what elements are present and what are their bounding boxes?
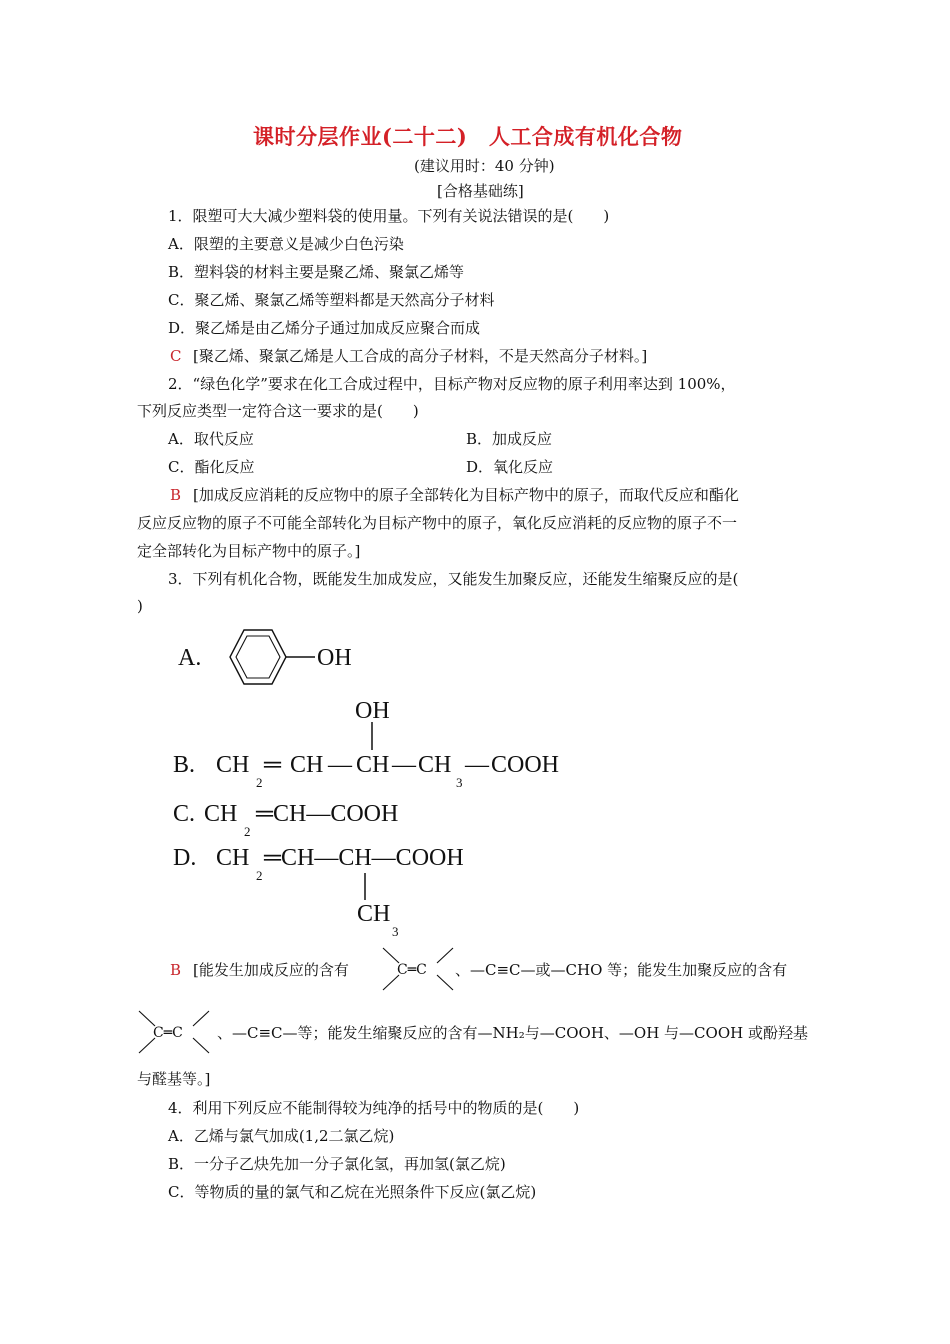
q3-option-b-label: B. xyxy=(173,752,196,778)
q3-option-c-sub2: 2 xyxy=(244,824,251,839)
q4-option-a: A．乙烯与氯气加成(1,2二氯乙烷) xyxy=(168,1127,395,1145)
q3-option-b-ch2: CH xyxy=(216,752,250,778)
q4-stem: 4．利用下列反应不能制得较为纯净的括号中的物质的是( ) xyxy=(168,1099,580,1117)
q4-option-b: B．一分子乙炔先加一分子氯化氢，再加氢(氯乙烷) xyxy=(168,1155,506,1173)
q3-answer-line1-a: [能发生加成反应的含有 xyxy=(193,961,349,979)
q3-option-b-bond3: — xyxy=(465,752,489,778)
q3-option-d-label: D. xyxy=(173,845,197,871)
q3-option-d-ch2: CH xyxy=(216,845,250,871)
q3-option-b-cooh: COOH xyxy=(491,752,560,778)
q1-option-c: C．聚乙烯、聚氯乙烯等塑料都是天然高分子材料 xyxy=(168,291,495,309)
q1-option-d: D．聚乙烯是由乙烯分子通过加成反应聚合而成 xyxy=(168,319,481,337)
q3-answer-line3: 与醛基等。] xyxy=(137,1070,211,1088)
q3-option-b-ch3: CH xyxy=(418,752,452,778)
q2-answer-line1: [加成反应消耗的反应物中的原子全部转化为目标产物中的原子，而取代反应和酯化 xyxy=(193,486,739,504)
q1-option-b: B．塑料袋的材料主要是聚乙烯、聚氯乙烯等 xyxy=(168,263,465,281)
q3-option-b-ch-oh: CH xyxy=(356,752,390,778)
q2-answer-line3: 定全部转化为目标产物中的原子。] xyxy=(137,542,361,560)
q3-stem-line2: ) xyxy=(137,597,143,615)
page-title: 课时分层作业(二十二) 人工合成有机化合物 xyxy=(253,124,683,149)
q3-option-b-oh: OH xyxy=(355,698,390,724)
section-heading: [合格基础练] xyxy=(437,182,524,200)
q3-answer-line1-b: 、—C≡C—或—CHO 等；能发生加聚反应的含有 xyxy=(455,961,788,979)
q3-option-d-sub3: 3 xyxy=(392,924,399,939)
q3-option-a-group: OH xyxy=(317,645,352,671)
q2-option-a: A．取代反应 xyxy=(168,430,254,448)
q2-option-b: B．加成反应 xyxy=(466,430,553,448)
q3-option-c-ch2: CH xyxy=(204,801,238,827)
q3-option-b-bond1: — xyxy=(328,752,352,778)
q3-option-c-rest: ═CH—COOH xyxy=(256,801,399,827)
q3-stem-line1: 3．下列有机化合物，既能发生加成发应，又能发生加聚反应，还能发生缩聚反应的是( xyxy=(168,570,739,588)
q3-option-b-ch: CH xyxy=(290,752,324,778)
q3-option-b-bond2: — xyxy=(392,752,416,778)
time-note: (建议用时：40 分钟) xyxy=(414,157,555,175)
alkene-label-1: C═C xyxy=(397,962,427,978)
q4-option-c: C．等物质的量的氯气和乙烷在光照条件下反应(氯乙烷) xyxy=(168,1183,537,1201)
q2-option-d: D．氧化反应 xyxy=(466,458,554,476)
q2-answer-line2: 反应反应物的原子不可能全部转化为目标产物中的原子，氧化反应消耗的反应物的原子不一 xyxy=(137,514,738,532)
q3-option-d-rest: ═CH—CH—COOH xyxy=(264,845,464,871)
q3-option-d-sub2: 2 xyxy=(256,868,263,883)
q2-stem-line2: 下列反应类型一定符合这一要求的是( ) xyxy=(137,402,419,420)
q1-stem: 1．限塑可大大减少塑料袋的使用量。下列有关说法错误的是( ) xyxy=(168,207,610,225)
q3-option-b-sub2: 2 xyxy=(256,775,263,790)
alkene-label-2: C═C xyxy=(153,1025,183,1041)
q1-answer-letter: C xyxy=(170,347,182,365)
benzene-ring-icon xyxy=(225,628,295,688)
q2-answer-letter: B xyxy=(170,486,182,504)
q3-option-d-ch3: CH xyxy=(357,901,391,927)
q3-option-b-bond-vertical xyxy=(370,722,374,752)
q3-option-c-label: C. xyxy=(173,801,196,827)
q1-answer-text: [聚乙烯、聚氯乙烯是人工合成的高分子材料，不是天然高分子材料。] xyxy=(193,347,648,365)
q3-option-b-double-bond: ═ xyxy=(264,752,282,778)
q3-answer-line2: 、—C≡C—等；能发生缩聚反应的含有—NH₂与—COOH、—OH 与—COOH 或酚羟基 xyxy=(217,1024,808,1042)
q1-option-a: A．限塑的主要意义是减少白色污染 xyxy=(168,235,404,253)
q2-option-c: C．酯化反应 xyxy=(168,458,255,476)
q3-answer-letter: B xyxy=(170,961,182,979)
q2-stem-line1: 2．“绿色化学”要求在化工合成过程中，目标产物对反应物的原子利用率达到 100%， xyxy=(168,375,736,393)
q3-option-a-label: A. xyxy=(178,645,202,671)
q3-option-b-sub3: 3 xyxy=(456,775,463,790)
